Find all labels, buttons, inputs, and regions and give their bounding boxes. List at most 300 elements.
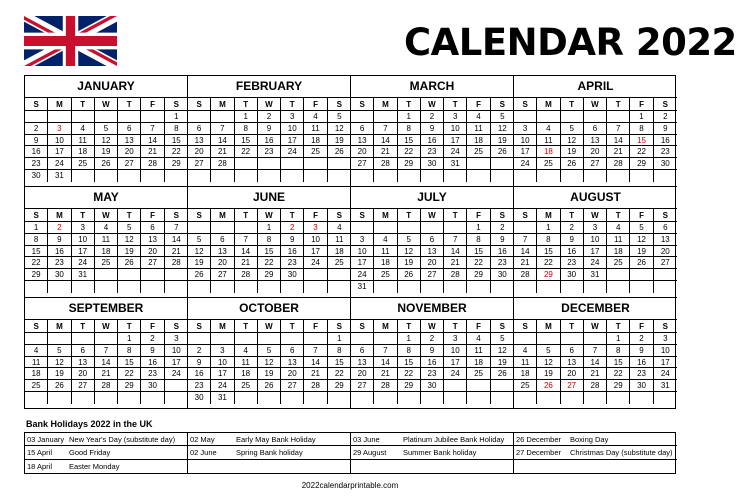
day-cell: 12 bbox=[328, 123, 351, 135]
day-cell: 3 bbox=[584, 222, 607, 234]
day-cell bbox=[118, 281, 141, 293]
day-cell: 17 bbox=[281, 135, 304, 147]
day-cell: 29 bbox=[630, 158, 653, 170]
day-cell bbox=[235, 392, 258, 404]
day-cell bbox=[584, 333, 607, 345]
day-cell: 13 bbox=[211, 246, 234, 258]
day-cell bbox=[421, 392, 444, 404]
day-cell: 14 bbox=[514, 246, 537, 258]
day-cell: 4 bbox=[607, 222, 630, 234]
day-cell bbox=[421, 281, 444, 293]
day-cell: 4 bbox=[25, 345, 48, 357]
weekday-header: T bbox=[281, 208, 304, 222]
day-cell: 27 bbox=[211, 269, 234, 281]
day-cell: 13 bbox=[141, 234, 164, 246]
day-cell bbox=[374, 392, 397, 404]
day-cell: 11 bbox=[374, 246, 397, 258]
day-cell: 30 bbox=[188, 392, 211, 404]
day-cell: 2 bbox=[258, 111, 281, 123]
weekday-header: S bbox=[328, 319, 351, 333]
weekday-header: T bbox=[607, 319, 630, 333]
day-cell: 24 bbox=[48, 158, 71, 170]
weekday-header: W bbox=[584, 319, 607, 333]
bank-holiday-entry bbox=[25, 446, 188, 459]
weekday-header: T bbox=[235, 97, 258, 111]
day-cell: 19 bbox=[561, 146, 584, 158]
day-cell bbox=[211, 333, 234, 345]
day-cell bbox=[514, 333, 537, 345]
day-cell: 4 bbox=[72, 123, 95, 135]
day-cell: 20 bbox=[654, 246, 677, 258]
day-cell: 22 bbox=[607, 368, 630, 380]
day-cell bbox=[421, 170, 444, 182]
bank-holiday-entry bbox=[25, 433, 188, 446]
day-cell: 26 bbox=[118, 257, 141, 269]
day-cell bbox=[95, 281, 118, 293]
day-cell: 29 bbox=[467, 269, 490, 281]
day-cell bbox=[281, 158, 304, 170]
day-cell: 22 bbox=[537, 257, 560, 269]
weekday-header: T bbox=[235, 208, 258, 222]
day-cell bbox=[48, 392, 71, 404]
weekday-header: T bbox=[561, 319, 584, 333]
day-cell: 17 bbox=[351, 257, 374, 269]
day-cell: 10 bbox=[48, 135, 71, 147]
day-cell: 16 bbox=[48, 246, 71, 258]
day-cell bbox=[654, 170, 677, 182]
day-cell: 28 bbox=[141, 158, 164, 170]
day-cell: 19 bbox=[491, 357, 514, 369]
day-cell: 30 bbox=[25, 170, 48, 182]
weekday-header: S bbox=[328, 97, 351, 111]
day-cell: 3 bbox=[444, 111, 467, 123]
weekday-header: F bbox=[141, 97, 164, 111]
weekday-header: S bbox=[328, 208, 351, 222]
day-cell: 30 bbox=[141, 380, 164, 392]
day-cell: 22 bbox=[398, 146, 421, 158]
day-cell: 7 bbox=[235, 234, 258, 246]
day-cell: 10 bbox=[654, 345, 677, 357]
day-cell: 3 bbox=[72, 222, 95, 234]
day-cell bbox=[165, 380, 188, 392]
day-cell bbox=[141, 281, 164, 293]
day-cell: 5 bbox=[491, 333, 514, 345]
day-cell: 31 bbox=[654, 380, 677, 392]
day-cell: 11 bbox=[235, 357, 258, 369]
day-cell: 28 bbox=[235, 269, 258, 281]
day-cell: 13 bbox=[72, 357, 95, 369]
day-cell: 9 bbox=[421, 345, 444, 357]
day-cell: 5 bbox=[258, 345, 281, 357]
day-cell bbox=[72, 281, 95, 293]
day-cell: 25 bbox=[72, 158, 95, 170]
day-cell bbox=[561, 170, 584, 182]
day-cell: 23 bbox=[25, 158, 48, 170]
month-name: NOVEMBER bbox=[397, 301, 467, 315]
weekday-header: M bbox=[48, 319, 71, 333]
day-cell: 13 bbox=[584, 135, 607, 147]
day-cell: 25 bbox=[328, 257, 351, 269]
day-cell: 16 bbox=[281, 246, 304, 258]
weekday-header: T bbox=[444, 208, 467, 222]
weekday-header: T bbox=[281, 319, 304, 333]
day-cell: 14 bbox=[374, 135, 397, 147]
day-cell: 14 bbox=[374, 357, 397, 369]
day-cell: 25 bbox=[95, 257, 118, 269]
weekday-header: M bbox=[374, 208, 397, 222]
day-cell bbox=[630, 170, 653, 182]
day-cell bbox=[25, 333, 48, 345]
day-cell: 11 bbox=[95, 234, 118, 246]
day-cell: 5 bbox=[48, 345, 71, 357]
day-cell: 15 bbox=[118, 357, 141, 369]
day-cell: 13 bbox=[561, 357, 584, 369]
day-cell bbox=[95, 170, 118, 182]
weekday-header: T bbox=[444, 97, 467, 111]
day-cell: 24 bbox=[281, 146, 304, 158]
day-cell: 26 bbox=[491, 368, 514, 380]
day-cell bbox=[211, 222, 234, 234]
day-cell bbox=[304, 281, 327, 293]
bank-holiday-name: Christmas Day (substitute day) bbox=[570, 448, 673, 458]
day-cell bbox=[537, 170, 560, 182]
day-cell: 24 bbox=[584, 257, 607, 269]
day-cell: 8 bbox=[398, 345, 421, 357]
day-cell: 9 bbox=[654, 123, 677, 135]
day-cell: 7 bbox=[514, 234, 537, 246]
weekday-header: M bbox=[537, 97, 560, 111]
weekday-header: F bbox=[304, 208, 327, 222]
day-cell: 8 bbox=[258, 234, 281, 246]
day-cell: 6 bbox=[281, 345, 304, 357]
day-cell bbox=[72, 392, 95, 404]
bank-holiday-name: Early May Bank Holiday bbox=[236, 435, 316, 444]
day-cell bbox=[514, 392, 537, 404]
day-cell: 14 bbox=[304, 357, 327, 369]
day-cell: 30 bbox=[561, 269, 584, 281]
weekday-header: T bbox=[398, 208, 421, 222]
day-cell bbox=[235, 222, 258, 234]
day-cell bbox=[398, 222, 421, 234]
day-cell bbox=[398, 170, 421, 182]
day-cell bbox=[165, 281, 188, 293]
day-cell: 15 bbox=[25, 246, 48, 258]
weekday-header: M bbox=[374, 97, 397, 111]
weekday-header: S bbox=[351, 319, 374, 333]
day-cell bbox=[561, 333, 584, 345]
month-name: JUNE bbox=[252, 190, 285, 204]
weekday-header: S bbox=[165, 97, 188, 111]
day-cell: 31 bbox=[211, 392, 234, 404]
day-cell: 9 bbox=[141, 345, 164, 357]
bank-holiday-entry bbox=[351, 433, 514, 446]
day-cell: 3 bbox=[281, 111, 304, 123]
day-cell bbox=[584, 392, 607, 404]
month-name: DECEMBER bbox=[561, 301, 630, 315]
day-cell bbox=[304, 333, 327, 345]
day-cell: 19 bbox=[188, 257, 211, 269]
day-cell: 17 bbox=[444, 135, 467, 147]
day-cell: 2 bbox=[141, 333, 164, 345]
day-cell: 31 bbox=[351, 281, 374, 293]
day-cell: 13 bbox=[118, 135, 141, 147]
day-cell: 22 bbox=[25, 257, 48, 269]
day-cell bbox=[165, 392, 188, 404]
day-cell bbox=[374, 281, 397, 293]
day-cell bbox=[398, 392, 421, 404]
day-cell: 5 bbox=[537, 345, 560, 357]
day-cell bbox=[72, 111, 95, 123]
weekday-header: F bbox=[630, 319, 653, 333]
day-cell: 10 bbox=[444, 345, 467, 357]
day-cell: 29 bbox=[25, 269, 48, 281]
day-cell: 24 bbox=[351, 269, 374, 281]
day-cell: 23 bbox=[281, 257, 304, 269]
day-cell bbox=[165, 170, 188, 182]
day-cell: 24 bbox=[304, 257, 327, 269]
day-cell: 7 bbox=[444, 234, 467, 246]
weekday-header: T bbox=[398, 319, 421, 333]
day-cell: 13 bbox=[351, 135, 374, 147]
day-cell: 10 bbox=[444, 123, 467, 135]
day-cell: 20 bbox=[188, 146, 211, 158]
month-name: JULY bbox=[417, 190, 447, 204]
weekday-header: T bbox=[72, 208, 95, 222]
day-cell: 21 bbox=[304, 368, 327, 380]
day-cell: 12 bbox=[491, 123, 514, 135]
day-cell: 7 bbox=[374, 345, 397, 357]
day-cell: 9 bbox=[561, 234, 584, 246]
day-cell: 21 bbox=[514, 257, 537, 269]
day-cell: 23 bbox=[561, 257, 584, 269]
day-cell: 27 bbox=[351, 158, 374, 170]
day-cell: 2 bbox=[188, 345, 211, 357]
uk-flag-icon bbox=[24, 16, 117, 66]
day-cell: 21 bbox=[95, 368, 118, 380]
day-cell: 3 bbox=[514, 123, 537, 135]
day-cell: 8 bbox=[467, 234, 490, 246]
bank-holidays-section bbox=[24, 418, 676, 474]
day-cell bbox=[444, 170, 467, 182]
day-cell: 27 bbox=[561, 380, 584, 392]
day-cell: 24 bbox=[165, 368, 188, 380]
day-cell: 19 bbox=[328, 135, 351, 147]
weekday-header: F bbox=[467, 97, 490, 111]
day-cell: 12 bbox=[48, 357, 71, 369]
month-october bbox=[188, 298, 351, 409]
day-cell: 25 bbox=[25, 380, 48, 392]
day-cell: 6 bbox=[561, 345, 584, 357]
day-cell: 6 bbox=[188, 123, 211, 135]
day-cell bbox=[48, 281, 71, 293]
day-cell bbox=[351, 170, 374, 182]
day-cell bbox=[281, 333, 304, 345]
day-cell: 21 bbox=[374, 368, 397, 380]
weekday-header: S bbox=[188, 97, 211, 111]
day-cell: 16 bbox=[654, 135, 677, 147]
day-cell: 4 bbox=[467, 333, 490, 345]
day-cell: 12 bbox=[561, 135, 584, 147]
month-february bbox=[188, 76, 351, 187]
day-cell: 27 bbox=[421, 269, 444, 281]
day-cell bbox=[467, 392, 490, 404]
day-cell: 9 bbox=[188, 357, 211, 369]
day-cell: 1 bbox=[630, 111, 653, 123]
day-cell: 20 bbox=[561, 368, 584, 380]
day-cell: 21 bbox=[141, 146, 164, 158]
day-cell: 30 bbox=[491, 269, 514, 281]
day-cell: 27 bbox=[188, 158, 211, 170]
day-cell bbox=[444, 392, 467, 404]
day-cell bbox=[561, 392, 584, 404]
day-cell bbox=[304, 392, 327, 404]
weekday-header: W bbox=[95, 97, 118, 111]
day-cell bbox=[235, 170, 258, 182]
day-cell: 3 bbox=[304, 222, 327, 234]
bank-holiday-date: 02 June bbox=[190, 448, 217, 458]
bank-holiday-date: 29 August bbox=[353, 448, 387, 458]
day-cell bbox=[374, 170, 397, 182]
day-cell: 24 bbox=[211, 380, 234, 392]
weekday-header: T bbox=[118, 319, 141, 333]
day-cell: 19 bbox=[537, 368, 560, 380]
day-cell: 28 bbox=[374, 158, 397, 170]
day-cell: 13 bbox=[281, 357, 304, 369]
day-cell: 18 bbox=[467, 135, 490, 147]
weekday-header: F bbox=[467, 319, 490, 333]
day-cell: 9 bbox=[630, 345, 653, 357]
day-cell: 17 bbox=[514, 146, 537, 158]
bank-holiday-date: 18 April bbox=[27, 461, 53, 471]
weekday-header: W bbox=[584, 208, 607, 222]
day-cell: 5 bbox=[491, 111, 514, 123]
day-cell: 8 bbox=[607, 345, 630, 357]
day-cell: 31 bbox=[444, 158, 467, 170]
day-cell: 3 bbox=[211, 345, 234, 357]
weekday-header: S bbox=[654, 208, 677, 222]
day-cell: 25 bbox=[467, 368, 490, 380]
day-cell: 4 bbox=[467, 111, 490, 123]
day-cell: 11 bbox=[467, 345, 490, 357]
weekday-header: T bbox=[398, 97, 421, 111]
month-april bbox=[514, 76, 677, 187]
day-cell: 29 bbox=[258, 269, 281, 281]
day-cell: 20 bbox=[211, 257, 234, 269]
day-cell bbox=[188, 222, 211, 234]
day-cell: 19 bbox=[630, 246, 653, 258]
bank-holiday-entry bbox=[351, 460, 514, 473]
day-cell: 18 bbox=[537, 146, 560, 158]
day-cell bbox=[141, 111, 164, 123]
day-cell: 19 bbox=[398, 257, 421, 269]
day-cell: 22 bbox=[258, 257, 281, 269]
day-cell: 2 bbox=[421, 111, 444, 123]
weekday-header: W bbox=[258, 208, 281, 222]
day-cell: 21 bbox=[444, 257, 467, 269]
day-cell: 20 bbox=[584, 146, 607, 158]
weekday-header: T bbox=[444, 319, 467, 333]
day-cell: 28 bbox=[95, 380, 118, 392]
bank-holiday-name: Boxing Day bbox=[570, 435, 609, 444]
weekday-header: S bbox=[514, 97, 537, 111]
weekday-header: W bbox=[258, 319, 281, 333]
day-cell bbox=[25, 111, 48, 123]
day-cell bbox=[188, 281, 211, 293]
day-cell bbox=[514, 281, 537, 293]
day-cell: 21 bbox=[165, 246, 188, 258]
weekday-header: S bbox=[654, 319, 677, 333]
day-cell: 19 bbox=[48, 368, 71, 380]
day-cell: 25 bbox=[607, 257, 630, 269]
bank-holiday-entry bbox=[514, 446, 677, 459]
day-cell: 6 bbox=[351, 123, 374, 135]
day-cell: 29 bbox=[607, 380, 630, 392]
footer-website: 2022calendarprintable.com bbox=[301, 481, 399, 490]
day-cell bbox=[141, 170, 164, 182]
day-cell: 4 bbox=[514, 345, 537, 357]
bank-holiday-date: 27 December bbox=[516, 448, 562, 458]
day-cell: 16 bbox=[141, 357, 164, 369]
day-cell: 12 bbox=[537, 357, 560, 369]
day-cell: 14 bbox=[607, 135, 630, 147]
day-cell bbox=[514, 111, 537, 123]
day-cell: 23 bbox=[188, 380, 211, 392]
day-cell: 22 bbox=[328, 368, 351, 380]
weekday-header: W bbox=[258, 97, 281, 111]
day-cell bbox=[328, 158, 351, 170]
day-cell: 10 bbox=[281, 123, 304, 135]
day-cell: 21 bbox=[235, 257, 258, 269]
bank-holidays-table bbox=[24, 432, 676, 474]
day-cell bbox=[304, 158, 327, 170]
day-cell: 23 bbox=[654, 146, 677, 158]
bank-holiday-name: Spring Bank holiday bbox=[236, 448, 303, 458]
day-cell: 28 bbox=[584, 380, 607, 392]
day-cell bbox=[514, 170, 537, 182]
month-june bbox=[188, 187, 351, 298]
day-cell: 21 bbox=[211, 146, 234, 158]
day-cell: 29 bbox=[328, 380, 351, 392]
day-cell: 11 bbox=[467, 123, 490, 135]
day-cell: 13 bbox=[421, 246, 444, 258]
day-cell: 12 bbox=[258, 357, 281, 369]
day-cell: 16 bbox=[630, 357, 653, 369]
day-cell bbox=[561, 281, 584, 293]
weekday-header: S bbox=[514, 208, 537, 222]
day-cell: 5 bbox=[188, 234, 211, 246]
weekday-header: S bbox=[491, 97, 514, 111]
weekday-header: S bbox=[491, 208, 514, 222]
day-cell: 1 bbox=[25, 222, 48, 234]
month-name: FEBRUARY bbox=[235, 79, 303, 93]
day-cell bbox=[118, 170, 141, 182]
bank-holiday-date: 26 December bbox=[516, 435, 562, 444]
day-cell bbox=[467, 158, 490, 170]
month-name: AUGUST bbox=[570, 190, 621, 204]
day-cell: 26 bbox=[491, 146, 514, 158]
weekday-header: S bbox=[25, 208, 48, 222]
day-cell: 28 bbox=[514, 269, 537, 281]
day-cell: 30 bbox=[654, 158, 677, 170]
day-cell bbox=[281, 281, 304, 293]
bank-holiday-date: 02 May bbox=[190, 435, 215, 444]
bank-holiday-name: New Year's Day (substitute day) bbox=[69, 435, 176, 444]
day-cell: 23 bbox=[141, 368, 164, 380]
day-cell bbox=[328, 269, 351, 281]
weekday-header: S bbox=[351, 208, 374, 222]
day-cell: 2 bbox=[491, 222, 514, 234]
day-cell bbox=[654, 281, 677, 293]
